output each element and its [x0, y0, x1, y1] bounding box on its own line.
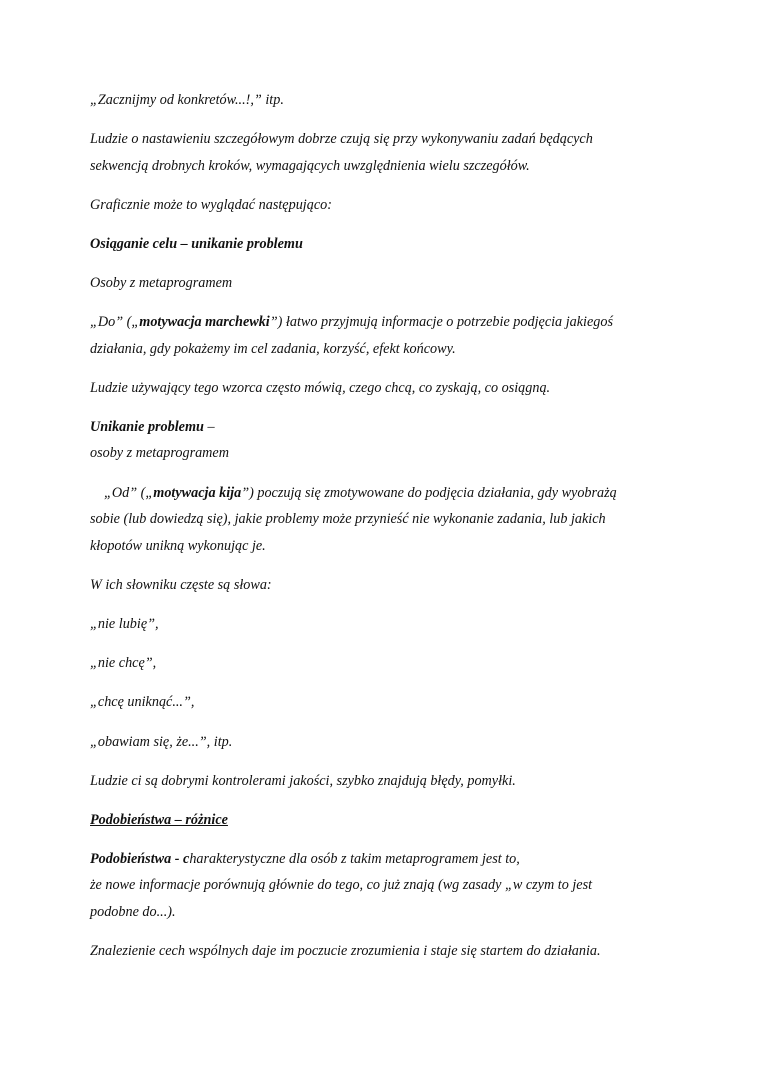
- graphic-intro: Graficznie może to wyglądać następująco:: [90, 197, 332, 213]
- word-item-4: „obawiam się, że...”, itp.: [90, 734, 233, 750]
- similarities-line-3: podobne do...).: [90, 904, 176, 920]
- toward-paragraph-line-2: działania, gdy pokażemy im cel zadania, korzyść, efekt końcowy.: [90, 341, 456, 357]
- similarities-term: Podobieństwa - c: [90, 851, 190, 867]
- away-suffix: ”) poczują się zmotywowane do podjęcia działania, gdy wyobrażą: [241, 485, 617, 501]
- away-paragraph-line-1: [104, 484, 617, 502]
- heading-goal-avoidance: Osiąganie celu – unikanie problemu: [90, 236, 303, 252]
- similarities-line-2: że nowe informacje porównują głównie do tego, co już znają (wg zasady „w czym to jest: [90, 877, 593, 893]
- common-features-sentence: Znalezienie cech wspólnych daje im poczucie zrozumienia i staje się startem do działania.: [90, 943, 601, 959]
- heading-similarities-differences: Podobieństwa – różnice: [90, 812, 228, 828]
- users-pattern-sentence: Ludzie używający tego wzorca często mówią, czego chcą, co zyskają, co osiągną.: [90, 380, 551, 396]
- toward-paragraph-line-1: [90, 313, 613, 331]
- quality-controllers-sentence: Ludzie ci są dobrymi kontrolerami jakości, szybko znajdują błędy, pomyłki.: [90, 773, 516, 789]
- detail-paragraph-line-1: Ludzie o nastawieniu szczegółowym dobrze czują się przy wykonywaniu zadań będących: [90, 131, 593, 147]
- intro-quote: „Zacznijmy od konkretów...!,” itp.: [90, 92, 284, 108]
- similarities-line-1: [90, 850, 520, 868]
- word-item-3: „chcę uniknąć...”,: [90, 694, 195, 710]
- away-motivation-term: motywacja kija: [153, 485, 242, 501]
- away-prefix: „Od” („: [104, 485, 154, 501]
- toward-motivation-term: motywacja marchewki: [139, 314, 270, 330]
- toward-prefix: „Do” („: [90, 314, 140, 330]
- dictionary-intro: W ich słowniku częste są słowa:: [90, 577, 272, 593]
- detail-paragraph-line-2: sekwencją drobnych kroków, wymagających uwzględnienia wielu szczegółów.: [90, 158, 530, 174]
- avoidance-heading-bold: Unikanie problemu: [90, 419, 204, 435]
- word-item-2: „nie chcę”,: [90, 655, 157, 671]
- persons-metaprogram: Osoby z metaprogramem: [90, 275, 233, 291]
- similarities-rest: harakterystyczne dla osób z takim metaprogramem jest to,: [189, 851, 520, 867]
- away-paragraph-line-3: kłopotów unikną wykonując je.: [90, 538, 266, 554]
- away-paragraph-line-2: sobie (lub dowiedzą się), jakie problemy może przynieść nie wykonanie zadania, lub jakich: [90, 511, 606, 527]
- avoidance-heading: [90, 418, 215, 436]
- word-item-1: „nie lubię”,: [90, 616, 159, 632]
- avoidance-heading-dash: –: [203, 419, 215, 435]
- toward-suffix: ”) łatwo przyjmują informacje o potrzebie podjęcia jakiegoś: [269, 314, 613, 330]
- avoidance-persons: osoby z metaprogramem: [90, 445, 229, 461]
